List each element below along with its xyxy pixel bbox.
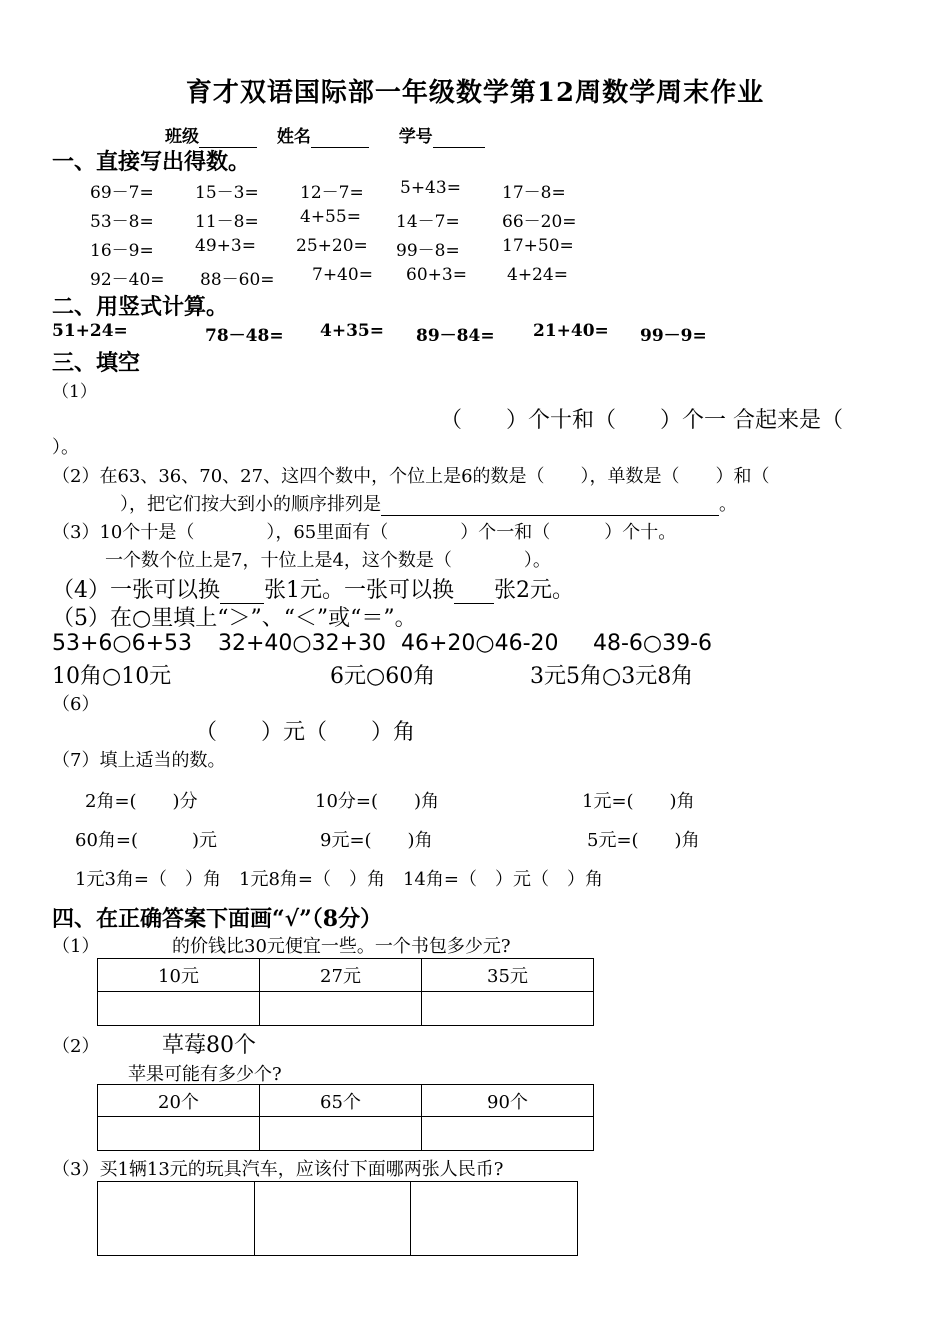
s2-item4: 89－84= — [416, 326, 495, 346]
s3-q2-line2-end: 。 — [719, 494, 737, 515]
s4-q1-check1[interactable] — [98, 992, 260, 1026]
s4-q3-choice3[interactable] — [411, 1182, 578, 1256]
name-label: 姓名 — [276, 127, 311, 147]
cmp-r1c1: 53+6○6+53 — [52, 631, 193, 656]
s3-q2-line2 — [120, 490, 737, 516]
s1-r2c4: 14－7= — [396, 212, 460, 232]
s1-r4c5: 4+24= — [507, 265, 568, 285]
cmp-r1c3: 46+20○46-20 — [401, 631, 559, 656]
s4-q2-answer-table — [97, 1084, 594, 1151]
s1-r2c1: 53－8= — [90, 212, 154, 232]
cmp-r2c2: 6元○60角 — [330, 664, 436, 689]
s3-q4-part1: （4）一张可以换 — [52, 578, 220, 603]
s1-r1c5: 17－8= — [502, 183, 566, 203]
s3-q1-number: （1） — [52, 382, 97, 402]
s4-q1-check3[interactable] — [422, 992, 594, 1026]
s4-q1-text: 的价钱比30元便宜一些。一个书包多少元? — [172, 936, 511, 957]
s2-item2: 78－48= — [205, 326, 284, 346]
s3-q2-line2-text: ），把它们按大到小的顺序排列是 — [120, 494, 381, 515]
s3-q5: （5）在○里填上“＞”、“＜”或“＝”。 — [52, 606, 417, 631]
s4-q2-number: （2） — [52, 1036, 100, 1057]
s3-q2-order-blank[interactable] — [381, 494, 719, 516]
s4-q1-option2: 27元 — [260, 959, 422, 992]
s1-r4c3: 7+40= — [312, 265, 373, 285]
s1-r3c3: 25+20= — [296, 236, 368, 256]
id-blank[interactable] — [433, 127, 485, 148]
s4-q1-answer-table — [97, 958, 594, 1026]
s3-q1-text: （ ）个十和（ ）个一 合起来是（ — [440, 408, 843, 433]
s1-r3c5: 17+50= — [502, 236, 574, 256]
s4-q2-option2: 65个 — [260, 1085, 422, 1117]
conv-r1c2: 10分=( )角 — [315, 791, 440, 812]
s2-item1: 51+24= — [52, 321, 128, 341]
s1-r2c2: 11－8= — [195, 212, 259, 232]
name-blank[interactable] — [311, 127, 369, 148]
section3-heading: 三、填空 — [52, 350, 141, 376]
s1-r2c5: 66－20= — [502, 212, 577, 232]
s3-q4 — [52, 573, 574, 604]
section4-heading: 四、在正确答案下面画“√”（8分） — [52, 906, 383, 932]
s2-item6: 99－9= — [640, 326, 707, 346]
conv-r1c1: 2角=( )分 — [85, 791, 198, 812]
s4-q1-check2[interactable] — [260, 992, 422, 1026]
s1-r1c2: 15－3= — [195, 183, 259, 203]
s3-q2-line1: （2）在63、36、70、27、这四个数中，个位上是6的数是（ ），单数是（ ）和（ — [52, 466, 770, 487]
cmp-r1c4: 48-6○39-6 — [593, 631, 713, 656]
s1-r4c4: 60+3= — [406, 265, 467, 285]
s1-r3c2: 49+3= — [195, 236, 256, 256]
conv-r2c3: 5元=( )角 — [587, 830, 700, 851]
s1-r3c1: 16－9= — [90, 241, 154, 261]
conv-r1c3: 1元=( )角 — [582, 791, 695, 812]
s3-q3-line1: （3）10个十是（ ），65里面有（ ）个一和（ ）个十。 — [52, 522, 677, 543]
s4-q3-answer-table — [97, 1181, 578, 1256]
page-title: 育才双语国际部一年级数学第12周数学周末作业 — [185, 78, 765, 108]
conv-r2c2: 9元=( )角 — [320, 830, 433, 851]
s4-q2-text: 草莓80个 — [162, 1033, 256, 1058]
section2-heading: 二、用竖式计算。 — [52, 294, 229, 320]
s3-q4-blank2[interactable] — [454, 578, 494, 604]
class-label: 班级 — [165, 127, 199, 147]
s1-r4c1: 92－40= — [90, 270, 165, 290]
s4-q2-check3[interactable] — [422, 1117, 594, 1151]
s3-q1-tail: ）。 — [52, 437, 79, 458]
s4-q2-check2[interactable] — [260, 1117, 422, 1151]
cmp-r1c2: 32+40○32+30 — [218, 631, 387, 656]
s3-q3-line2: 一个数个位上是7，十位上是4，这个数是（ ）。 — [105, 550, 551, 571]
s4-q2-option1: 20个 — [98, 1085, 260, 1117]
conv-r3: 1元3角=（ ）角 1元8角=（ ）角 14角=（ ）元（ ）角 — [75, 869, 603, 890]
s3-q6-number: （6） — [52, 694, 100, 715]
s1-r3c4: 99－8= — [396, 241, 460, 261]
id-label: 学号 — [398, 127, 433, 147]
s4-q3-text: （3）买1辆13元的玩具汽车，应该付下面哪两张人民币? — [52, 1159, 504, 1180]
s2-item5: 21+40= — [533, 321, 609, 341]
s4-q2-check1[interactable] — [98, 1117, 260, 1151]
s1-r1c3: 12－7= — [300, 183, 364, 203]
s2-item3: 4+35= — [320, 321, 384, 341]
s4-q3-choice2[interactable] — [254, 1182, 411, 1256]
cmp-r2c1: 10角○10元 — [52, 664, 172, 689]
s4-q2-sub: 苹果可能有多少个? — [128, 1064, 282, 1085]
s1-r2c3: 4+55= — [300, 207, 361, 227]
s4-q3-choice1[interactable] — [98, 1182, 255, 1256]
s4-q1-option1: 10元 — [98, 959, 260, 992]
s3-q4-part2: 张1元。一张可以换 — [264, 578, 454, 603]
s4-q1-option3: 35元 — [422, 959, 594, 992]
conv-r2c1: 60角=( )元 — [75, 830, 218, 851]
s1-r1c4: 5+43= — [400, 178, 461, 198]
s4-q2-option3: 90个 — [422, 1085, 594, 1117]
s3-q4-part3: 张2元。 — [494, 578, 574, 603]
section1-heading: 一、直接写出得数。 — [52, 149, 251, 175]
s3-q7: （7）填上适当的数。 — [52, 750, 226, 771]
s1-r1c1: 69－7= — [90, 183, 154, 203]
s4-q1-number: （1） — [52, 936, 100, 957]
s3-q6-text: （ ）元（ ）角 — [195, 720, 416, 745]
cmp-r2c3: 3元5角○3元8角 — [530, 664, 694, 689]
s1-r4c2: 88－60= — [200, 270, 275, 290]
